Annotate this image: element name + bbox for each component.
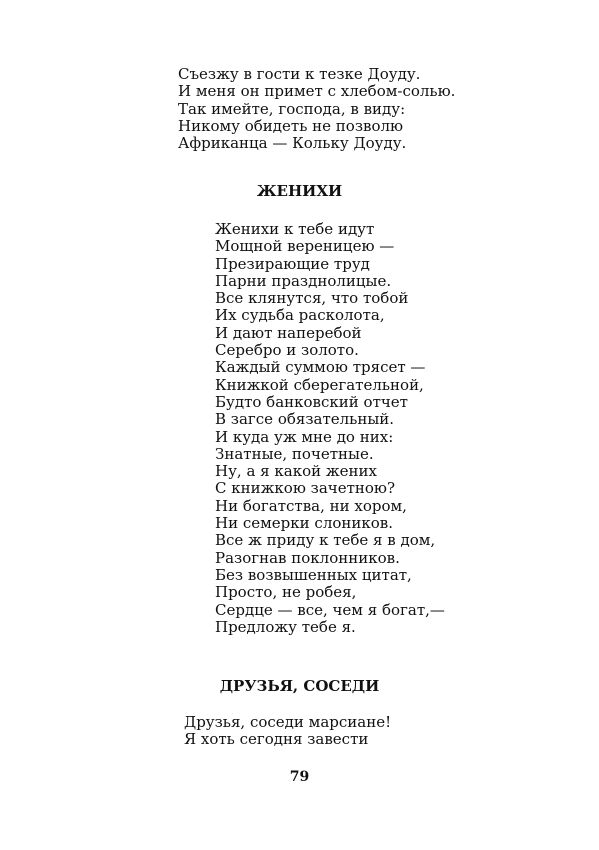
page-number: 79 bbox=[289, 769, 310, 785]
verse-line: Предложу тебе я. bbox=[215, 617, 356, 636]
verse-line: Друзья, соседи марсиане! bbox=[184, 713, 392, 731]
verse-line: Парни празднолицые. bbox=[215, 271, 392, 290]
verse-line: Съезжу в гости к тезке Доуду. bbox=[178, 65, 421, 83]
verse-line: Просто, не робея, bbox=[215, 583, 357, 602]
verse-line: Так имейте, господа, в виду: bbox=[178, 99, 406, 118]
verse-line: Без возвышенных цитат, bbox=[215, 565, 412, 584]
verse-line: Серебро и золото. bbox=[215, 341, 359, 360]
verse-line: Африканца — Кольку Доуду. bbox=[178, 134, 407, 153]
verse-line: Ни семерки слоников. bbox=[215, 514, 393, 533]
poem-title-zhenikhi: ЖЕНИХИ bbox=[256, 182, 343, 200]
verse-line: Мощной вереницею — bbox=[215, 237, 395, 256]
verse-line: Знатные, почетные. bbox=[215, 444, 374, 463]
verse-line: Ни богатства, ни хором, bbox=[215, 496, 407, 515]
poem-zhenikhi-body bbox=[215, 221, 445, 636]
verse-line: И куда уж мне до них: bbox=[215, 427, 394, 446]
verse-line: Будто банковский отчет bbox=[215, 392, 408, 411]
verse-line: Все клянутся, что тобой bbox=[215, 289, 409, 308]
verse-line: С книжкою зачетною? bbox=[215, 479, 395, 498]
verse-line: В загсе обязательный. bbox=[215, 410, 395, 429]
verse-line: Сердце — все, чем я богат,— bbox=[215, 600, 445, 619]
verse-line: Женихи к тебе идут bbox=[215, 220, 375, 238]
verse-line: Ну, а я какой жених bbox=[215, 462, 378, 481]
verse-line: Все ж приду к тебе я в дом, bbox=[215, 531, 436, 550]
intro-stanza bbox=[178, 66, 455, 152]
verse-line: И меня он примет с хлебом-солью. bbox=[178, 82, 456, 101]
verse-line: Я хоть сегодня завести bbox=[184, 730, 369, 749]
verse-line: Разогнав поклонников. bbox=[215, 548, 400, 567]
verse-line: Каждый суммою трясет — bbox=[215, 358, 426, 377]
verse-line: Их судьба расколота, bbox=[215, 306, 385, 325]
verse-line: Презирающие труд bbox=[215, 254, 370, 273]
poem-title-druzya-sosedi: ДРУЗЬЯ, СОСЕДИ bbox=[219, 677, 380, 695]
verse-line: Книжкой сберегательной, bbox=[215, 375, 424, 394]
verse-line: Никому обидеть не позволю bbox=[178, 116, 404, 135]
poem-druzya-sosedi-body bbox=[184, 714, 391, 749]
verse-line: И дают наперебой bbox=[215, 323, 362, 342]
